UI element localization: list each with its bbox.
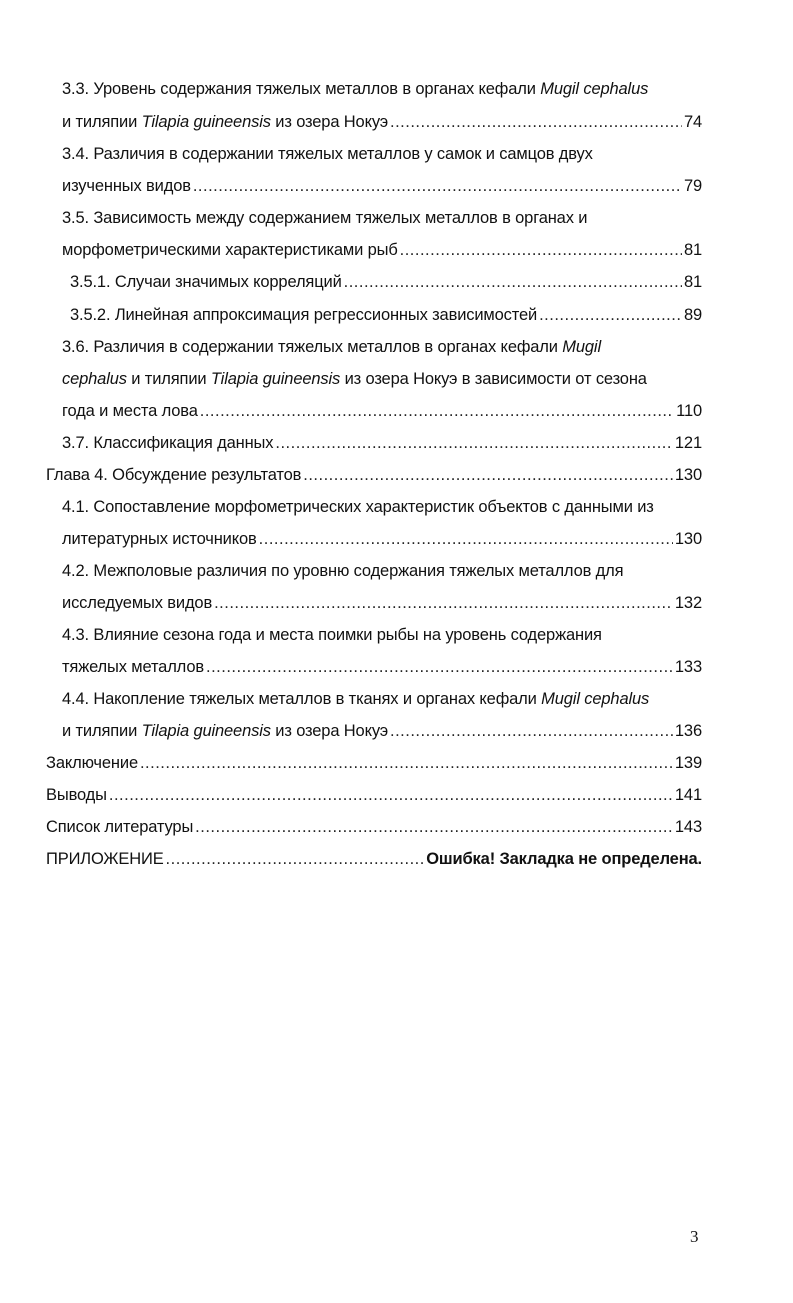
toc-entry-text bbox=[46, 750, 138, 776]
toc-entry-text bbox=[62, 109, 388, 135]
toc-line bbox=[62, 654, 702, 680]
text-run: 4.3. Влияние сезона года и места поимки рыбы на уровень содержания bbox=[62, 626, 602, 644]
dot-leader bbox=[390, 718, 673, 744]
text-run: и тиляпии bbox=[126, 370, 211, 388]
toc-entry-text bbox=[62, 654, 204, 680]
toc-line bbox=[62, 334, 702, 360]
text-run: литературных источников bbox=[62, 530, 257, 548]
toc-page-number: 110 bbox=[676, 402, 702, 420]
toc-page-number: 81 bbox=[683, 273, 702, 291]
text-run: Выводы bbox=[46, 786, 107, 804]
dot-leader bbox=[344, 269, 682, 295]
dot-leader bbox=[195, 814, 673, 840]
toc-entry-text bbox=[46, 782, 107, 808]
toc-line bbox=[62, 686, 702, 712]
italic-species-name: cephalus bbox=[62, 370, 127, 388]
text-run: 3.3. Уровень содержания тяжелых металлов в органах кефали bbox=[62, 80, 541, 98]
toc-page-number: 133 bbox=[674, 658, 702, 676]
toc-page-number: 74 bbox=[683, 113, 702, 131]
toc-page-number: 89 bbox=[683, 306, 702, 324]
italic-species-name: Mugil cephalus bbox=[540, 80, 649, 98]
toc-line bbox=[62, 398, 702, 424]
dot-leader bbox=[259, 526, 673, 552]
dot-leader bbox=[109, 782, 673, 808]
italic-species-name: Mugil bbox=[562, 338, 601, 356]
toc-line bbox=[46, 814, 702, 840]
toc-entry-text bbox=[62, 209, 587, 227]
toc-line bbox=[62, 494, 702, 520]
text-run: Список литературы bbox=[46, 818, 194, 836]
text-run: ПРИЛОЖЕНИЕ bbox=[46, 850, 164, 868]
text-run: Глава 4. Обсуждение результатов bbox=[46, 466, 302, 484]
text-run: исследуемых видов bbox=[62, 594, 213, 612]
toc-entry-text bbox=[62, 562, 623, 580]
dot-leader bbox=[206, 654, 673, 680]
toc-line bbox=[62, 141, 702, 167]
italic-species-name: Tilapia guineensis bbox=[210, 370, 341, 388]
text-run: 3.5. Зависимость между содержанием тяжелых металлов в органах и bbox=[62, 209, 588, 227]
dot-leader bbox=[200, 398, 674, 424]
text-run: 3.5.1. Случаи значимых корреляций bbox=[70, 273, 342, 291]
dot-leader bbox=[193, 173, 682, 199]
dot-leader bbox=[140, 750, 673, 776]
toc-entry-text bbox=[46, 814, 193, 840]
text-run: из озера Нокуэ bbox=[270, 722, 389, 740]
toc-line bbox=[62, 590, 702, 616]
text-run: 3.7. Классификация данных bbox=[62, 434, 274, 452]
text-run: 3.6. Различия в содержании тяжелых металлов в органах кефали bbox=[62, 338, 563, 356]
toc-page-number: 136 bbox=[674, 722, 702, 740]
italic-species-name: Tilapia guineensis bbox=[141, 722, 271, 740]
toc-page-number: 130 bbox=[674, 530, 702, 548]
text-run: Заключение bbox=[46, 754, 138, 772]
toc-entry-text bbox=[62, 526, 257, 552]
dot-leader bbox=[214, 590, 673, 616]
dot-leader bbox=[390, 109, 682, 135]
text-run: тяжелых металлов bbox=[62, 658, 204, 676]
text-run: года и места лова bbox=[62, 402, 198, 420]
text-run: 4.2. Межполовые различия по уровню содержания тяжелых металлов для bbox=[62, 562, 624, 580]
page-number: 3 bbox=[690, 1227, 699, 1246]
toc-line bbox=[62, 76, 702, 102]
toc-entry-text bbox=[62, 145, 593, 163]
dot-leader bbox=[539, 302, 682, 328]
dot-leader bbox=[303, 462, 673, 488]
text-run: 3.5.2. Линейная аппроксимация регрессионных зависимостей bbox=[70, 306, 538, 324]
dot-leader bbox=[166, 846, 425, 872]
toc-line bbox=[62, 109, 702, 135]
toc-page-number: 141 bbox=[674, 786, 702, 804]
toc-page-number: 139 bbox=[674, 754, 702, 772]
toc-entry-text bbox=[62, 590, 212, 616]
toc-entry-text bbox=[46, 846, 164, 872]
toc-line bbox=[70, 302, 702, 328]
toc-entry-text bbox=[62, 430, 273, 456]
toc-entry-text bbox=[62, 718, 388, 744]
toc-line bbox=[62, 430, 702, 456]
toc-page-number: Ошибка! Закладка не определена. bbox=[426, 850, 702, 868]
toc-page-number: 81 bbox=[683, 241, 702, 259]
toc-entry-text bbox=[62, 398, 198, 424]
text-run: из озера Нокуэ в зависимости от сезона bbox=[340, 370, 647, 388]
toc-line bbox=[62, 173, 702, 199]
toc-line bbox=[46, 462, 702, 488]
toc-line bbox=[62, 622, 702, 648]
dot-leader bbox=[275, 430, 673, 456]
text-run: и тиляпии bbox=[62, 722, 142, 740]
toc-page-number: 143 bbox=[674, 818, 702, 836]
toc-line bbox=[62, 205, 702, 231]
toc-entry-text bbox=[62, 690, 649, 708]
text-run: морфометрическими характеристиками рыб bbox=[62, 241, 398, 259]
toc-line bbox=[46, 750, 702, 776]
toc-line bbox=[62, 526, 702, 552]
text-run: и тиляпии bbox=[62, 113, 142, 131]
toc-entry-text bbox=[62, 173, 191, 199]
toc-line bbox=[46, 782, 702, 808]
toc-line bbox=[62, 718, 702, 744]
toc-entry-text bbox=[62, 370, 647, 388]
toc-line bbox=[62, 366, 702, 392]
toc-entry-text bbox=[62, 338, 601, 356]
toc-entry-text bbox=[62, 626, 602, 644]
text-run: из озера Нокуэ bbox=[270, 113, 389, 131]
toc-page-number: 121 bbox=[674, 434, 702, 452]
toc-page-number: 130 bbox=[674, 466, 702, 484]
italic-species-name: Mugil cephalus bbox=[541, 690, 650, 708]
toc-line bbox=[70, 269, 702, 295]
toc-entry-text bbox=[70, 269, 342, 295]
toc-line bbox=[62, 558, 702, 584]
toc-entry-text bbox=[62, 80, 648, 98]
dot-leader bbox=[400, 237, 682, 263]
text-run: 4.1. Сопоставление морфометрических характеристик объектов с данными из bbox=[62, 498, 654, 516]
text-run: 3.4. Различия в содержании тяжелых металлов у самок и самцов двух bbox=[62, 145, 593, 163]
italic-species-name: Tilapia guineensis bbox=[141, 113, 271, 131]
toc-entry-text bbox=[62, 237, 398, 263]
text-run: изученных видов bbox=[62, 177, 191, 195]
text-run: 4.4. Накопление тяжелых металлов в тканях и органах кефали bbox=[62, 690, 542, 708]
toc-line bbox=[46, 846, 702, 872]
toc-entry-text bbox=[62, 498, 654, 516]
toc-line bbox=[62, 237, 702, 263]
toc-entry-text bbox=[46, 462, 301, 488]
toc-page-number: 79 bbox=[683, 177, 702, 195]
toc-entry-text bbox=[70, 302, 537, 328]
toc-page-number: 132 bbox=[674, 594, 702, 612]
